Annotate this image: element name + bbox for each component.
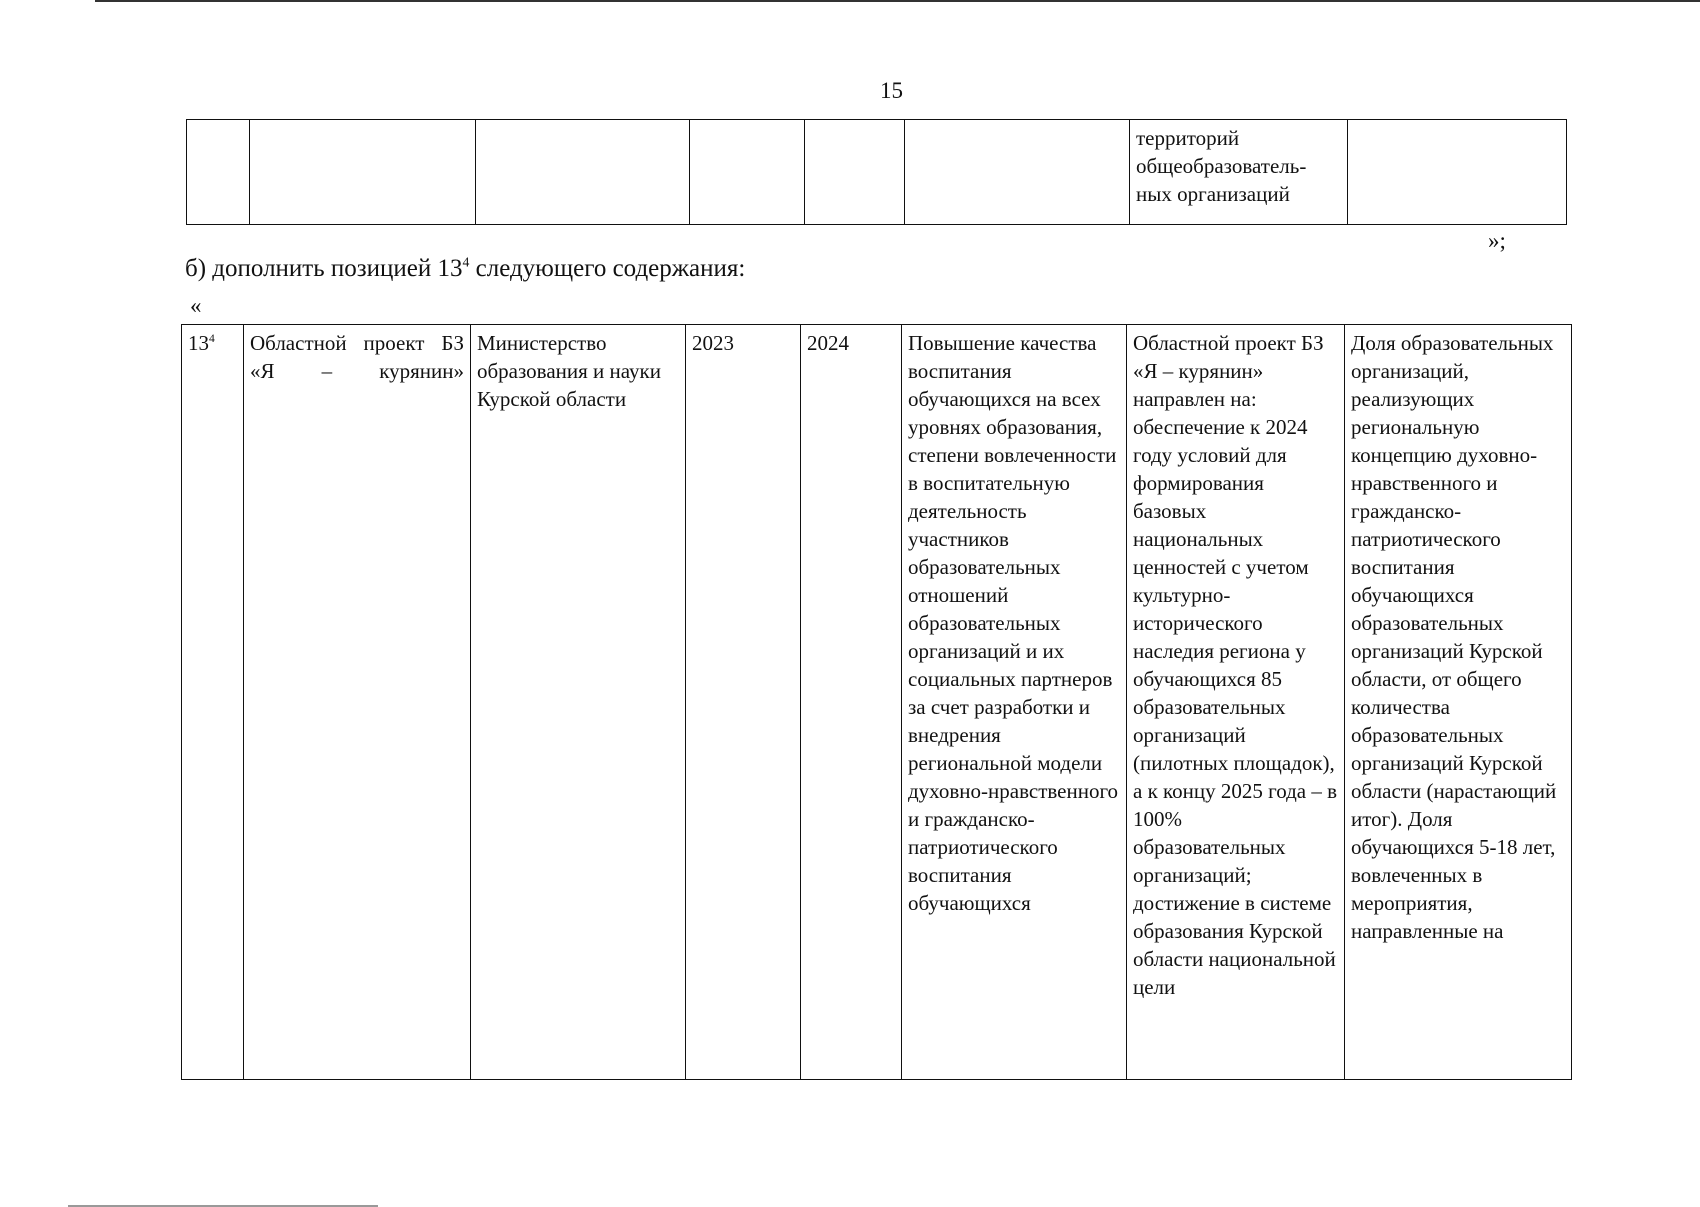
page-number: 15	[880, 78, 903, 103]
table-cell	[905, 120, 1130, 225]
new-position-table	[181, 324, 1572, 1080]
start-year-cell: 2023	[686, 325, 801, 1080]
amendment-heading: б) дополнить позицией $13^4$ следующего содержания:	[185, 254, 746, 282]
table-cell	[805, 120, 905, 225]
project-name-cell: Областной проект БЗ «Я – курянин»	[244, 325, 471, 1080]
executor-cell: Министерство образования и науки Курской области	[471, 325, 686, 1080]
table-cell	[476, 120, 690, 225]
table-row	[182, 325, 1572, 1080]
expected-result-cell: Повышение качества воспитания обучающихся на всех уровнях образования, степени вовлеченности в воспитательную деятельность участников образовательных отношений образовательных организаций и их социальных партнеров за счет разработки и внедрения региональной модели духовно-нравственного и гражданско-патриотического воспитания обучающихся	[902, 325, 1127, 1080]
scan-edge-top	[95, 0, 1700, 2]
cell-text: территорий общеобразователь-ных организаций	[1136, 126, 1307, 206]
closing-quote: »;	[1488, 228, 1506, 253]
table-cell	[1130, 120, 1348, 225]
table-cell	[250, 120, 476, 225]
description-cell: Областной проект БЗ «Я – курянин» направлен на: обеспечение к 2024 году условий для формирования базовых национальных ценностей с учетом культурно-исторического наследия региона у обучающихся 85 образовательных организаций (пилотных площадок), а к концу 2025 года – в 100% образовательных организаций; достижение в системе образования Курской области национальной цели	[1127, 325, 1345, 1080]
end-year-cell: 2024	[801, 325, 902, 1080]
indicators-cell: Доля образовательных организаций, реализующих региональную концепцию духовно-нравственного и гражданско-патриотического воспитания обучающихся образовательных организаций Курской области, от общего количества образовательных организаций Курской области (нарастающий итог). Доля обучающихся 5-18 лет, вовлеченных в мероприятия, направленные на	[1345, 325, 1572, 1080]
table-row	[187, 120, 1567, 225]
table-cell	[187, 120, 250, 225]
table-cell	[1348, 120, 1567, 225]
table-cell	[690, 120, 805, 225]
position-number-cell: $13^4$	[182, 325, 244, 1080]
opening-quote: «	[190, 293, 202, 318]
continued-table	[186, 119, 1567, 225]
